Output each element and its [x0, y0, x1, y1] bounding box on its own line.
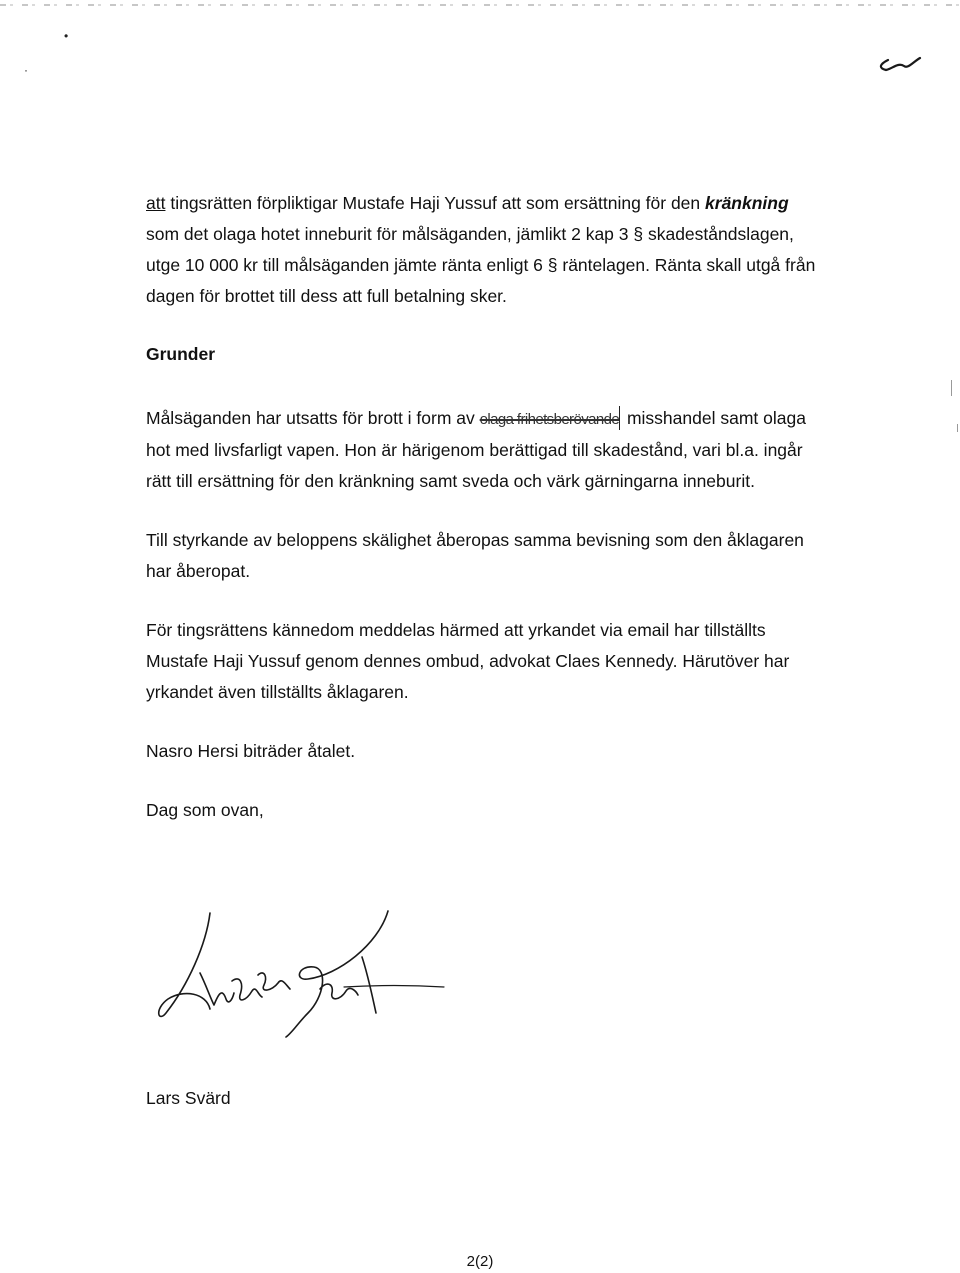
scan-mark: •	[64, 29, 69, 43]
insertion-caret	[619, 406, 620, 430]
grounds-p1-text-b: misshandel samt olaga hot med livsfarligt vapen. Hon är härigenom berättigad till skadestånd, vari bl.a. ingår rätt till ersättning för den kränkning samt sveda och värk gärningarna inneburit.	[146, 408, 806, 491]
claim-text-part1: tingsrätten förpliktigar Mustafe Haji Yussuf att som ersättning för den	[170, 193, 701, 213]
handwritten-initial-mark	[868, 48, 926, 76]
closing-line: Dag som ovan,	[146, 800, 264, 820]
handwritten-signature	[148, 905, 448, 1055]
signer-name: Lars Svärd	[146, 1088, 231, 1108]
document-body	[146, 188, 816, 826]
scan-mark: ·	[24, 63, 28, 77]
claim-lead: att	[146, 193, 166, 213]
grounds-paragraph-3: För tingsrättens kännedom meddelas härmed att yrkandet via email har tillställts Mustafe Haji Yussuf genom dennes ombud, advokat Claes Kennedy. Härutöver har yrkandet även tillställts åklagaren.	[146, 620, 790, 702]
scan-artifact-line	[0, 4, 960, 6]
claim-paragraph	[146, 188, 816, 312]
margin-tick	[957, 424, 958, 432]
grounds-paragraph-4: Nasro Hersi biträder åtalet.	[146, 741, 356, 761]
margin-tick	[951, 380, 952, 396]
claim-emphasis: kränkning	[705, 193, 789, 213]
page-number: 2(2)	[466, 1253, 494, 1270]
grounds-p1-text-a: Målsäganden har utsatts för brott i form av	[146, 408, 475, 428]
grounds-paragraph-1	[146, 403, 816, 497]
grounds-heading: Grunder	[146, 344, 216, 364]
grounds-paragraph-2: Till styrkande av beloppens skälighet åberopas samma bevisning som den åklagaren har åberopat.	[146, 530, 804, 581]
struck-out-text: olaga frihetsberövande	[479, 411, 620, 428]
claim-text-part2: som det olaga hotet inneburit för målsäganden, jämlikt 2 kap 3 § skadeståndslagen, utge 10 000 kr till målsäganden jämte ränta enligt 6 § räntelagen. Ränta skall utgå från dagen för brottet till dess att full betalning sker.	[146, 224, 816, 306]
